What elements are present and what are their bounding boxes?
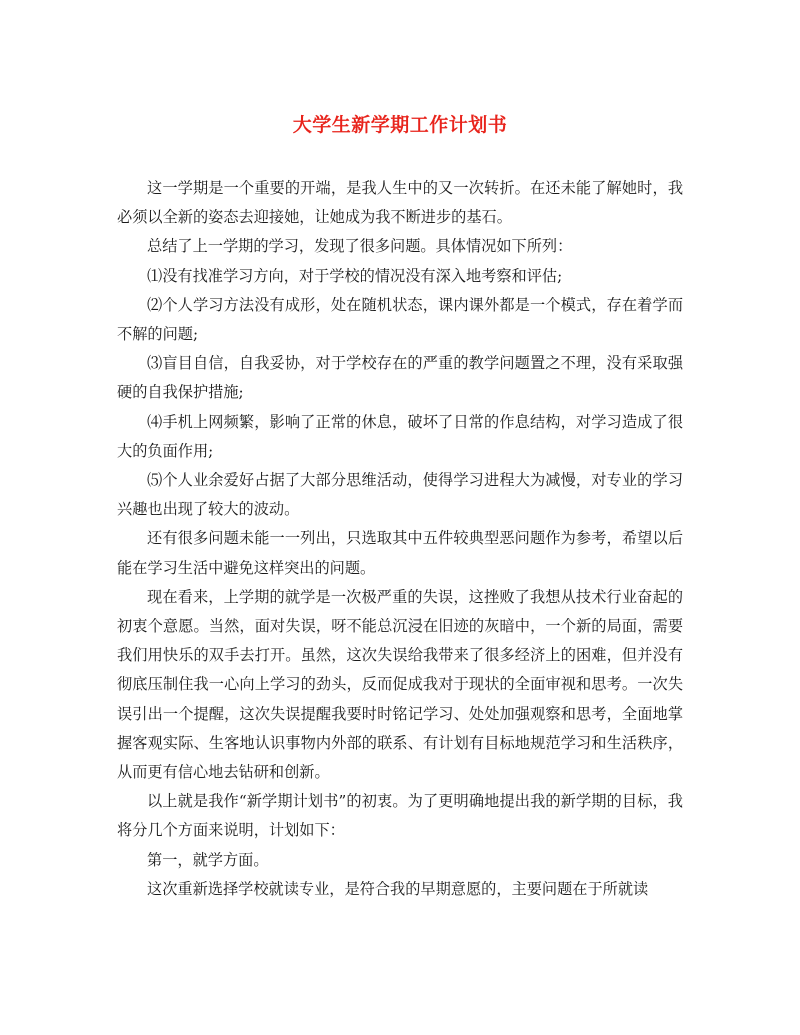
paragraph: 这一学期是一个重要的开端，是我人生中的又一次转折。在还未能了解她时，我必须以全新的姿态去迎接她，让她成为我不断进步的基石。 — [117, 179, 683, 227]
list-item: ⑶盲目自信，自我妥协，对于学校存在的严重的教学问题置之不理，没有采取强硬的自我保护措施; — [117, 354, 683, 402]
paragraph: 以上就是我作“新学期计划书”的初衷。为了更明确地提出我的新学期的目标，我将分几个方面来说明，计划如下： — [117, 792, 683, 840]
document-body — [117, 174, 683, 904]
paragraph: 总结了上一学期的学习，发现了很多问题。具体情况如下所列： — [147, 237, 573, 256]
document-title: 大学生新学期工作计划书 — [292, 114, 508, 136]
list-item: ⑸个人业余爱好占据了大部分思维活动，使得学习进程大为减慢，对专业的学习兴趣也出现了较大的波动。 — [117, 471, 683, 519]
paragraph: 这次重新选择学校就读专业，是符合我的早期意愿的，主要问题在于所就读 — [147, 879, 649, 898]
section-heading: 第一，就学方面。 — [147, 850, 269, 869]
paragraph: 现在看来，上学期的就学是一次极严重的失误，这挫败了我想从技术行业奋起的初衷个意愿。当然，面对失误，呀不能总沉浸在旧迹的灰暗中，一个新的局面，需要我们用快乐的双手去打开。虽然，这次失误给我带来了很多经济上的困难，但并没有彻底压制住我一心向上学习的劲头，反而促成我对于现状的全面审视和思考。一次失误引出一个提醒，这次失误提醒我要时时铭记学习、处处加强观察和思考，全面地掌握客观实际、生客地认识事物内外部的联系、有计划有目标地规范学习和生活秩序，从而更有信心地去钻研和创新。 — [117, 587, 683, 782]
list-item: ⑴没有找准学习方向，对于学校的情况没有深入地考察和评估; — [147, 266, 563, 285]
list-item: ⑷手机上网频繁，影响了正常的休息，破坏了日常的作息结构，对学习造成了很大的负面作用; — [117, 412, 683, 460]
paragraph: 还有很多问题未能一一列出，只选取其中五件较典型恶问题作为参考，希望以后能在学习生活中避免这样突出的问题。 — [117, 529, 683, 577]
list-item: ⑵个人学习方法没有成形，处在随机状态，课内课外都是一个模式，存在着学而不解的问题; — [117, 295, 683, 344]
